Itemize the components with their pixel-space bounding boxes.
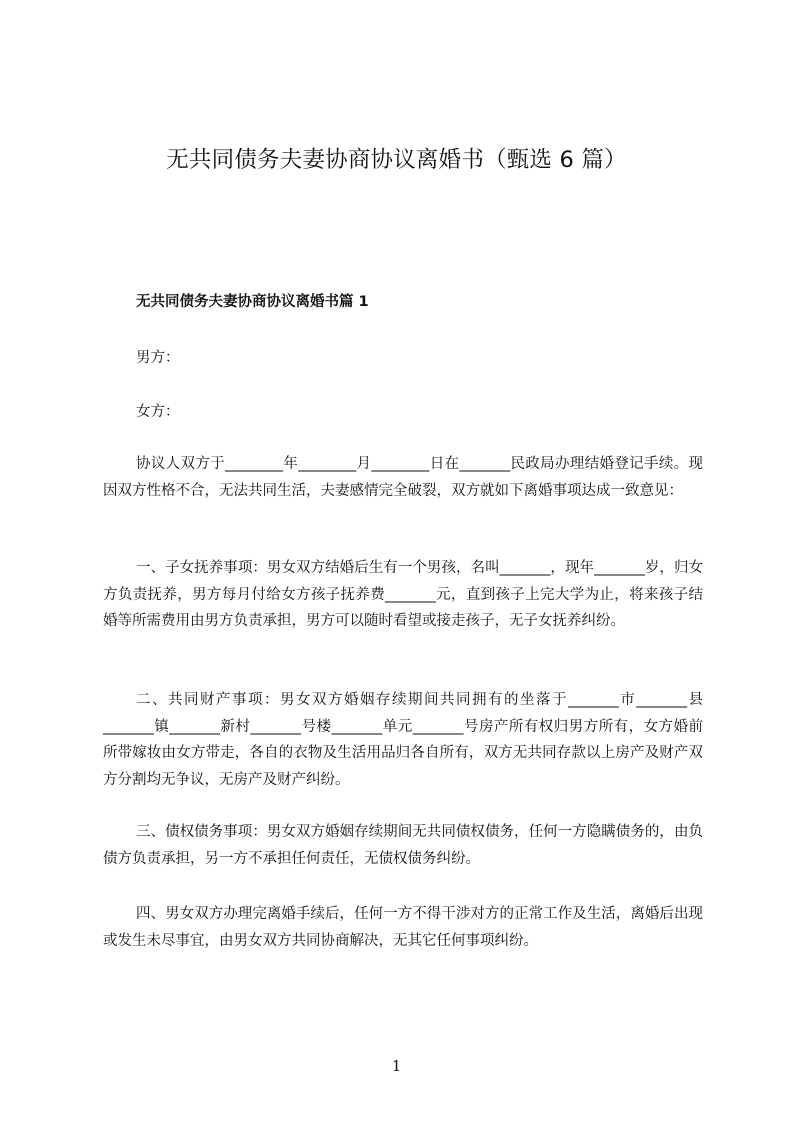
paragraph-debts: 三、债权债务事项：男女双方婚姻存续期间无共同债权债务，任何一方隐瞒债务的，由负债方负责承担，另一方不承担任何责任，无债权债务纠纷。 bbox=[103, 824, 703, 867]
paragraph-child-custody: 一、子女抚养事项：男女双方结婚后生有一个男孩，名叫_______，现年_______岁，归女方负责抚养，男方每月付给女方孩子抚养费_______元，直到孩子上完大学为止，将来孩子结婚等所需费用由男方负责承担，男方可以随时看望或接走孩子，无子女抚养纠纷。 bbox=[103, 560, 703, 629]
page-number: 1 bbox=[391, 1057, 402, 1075]
section-title: 无共同债务夫妻协商协议离婚书篇 1 bbox=[136, 294, 369, 310]
document-title: 无共同债务夫妻协商协议离婚书（甄选 6 篇） bbox=[166, 147, 627, 173]
paragraph-post-divorce: 四、男女双方办理完离婚手续后，任何一方不得干涉对方的正常工作及生活，离婚后出现或发生未尽事宜，由男女双方共同协商解决，无其它任何事项纠纷。 bbox=[103, 906, 703, 949]
male-party-label: 男方： bbox=[136, 350, 180, 366]
paragraph-joint-property: 二、共同财产事项：男女双方婚姻存续期间共同拥有的坐落于_______市_______县_______镇_______新村_______号楼_______单元_______号房产所有权归男方所有，女方婚前所带嫁妆由女方带走，各自的衣物及生活用品归各自所有，双方无共同存款以上房产及财产双方分割均无争议，无房产及财产纠纷。 bbox=[103, 692, 703, 788]
paragraph-intro: 协议人双方于________年________月________日在_______民政局办理结婚登记手续。现因双方性格不合，无法共同生活，夫妻感情完全破裂，双方就如下离婚事项达成一致意见： bbox=[103, 456, 703, 499]
female-party-label: 女方： bbox=[136, 404, 180, 420]
